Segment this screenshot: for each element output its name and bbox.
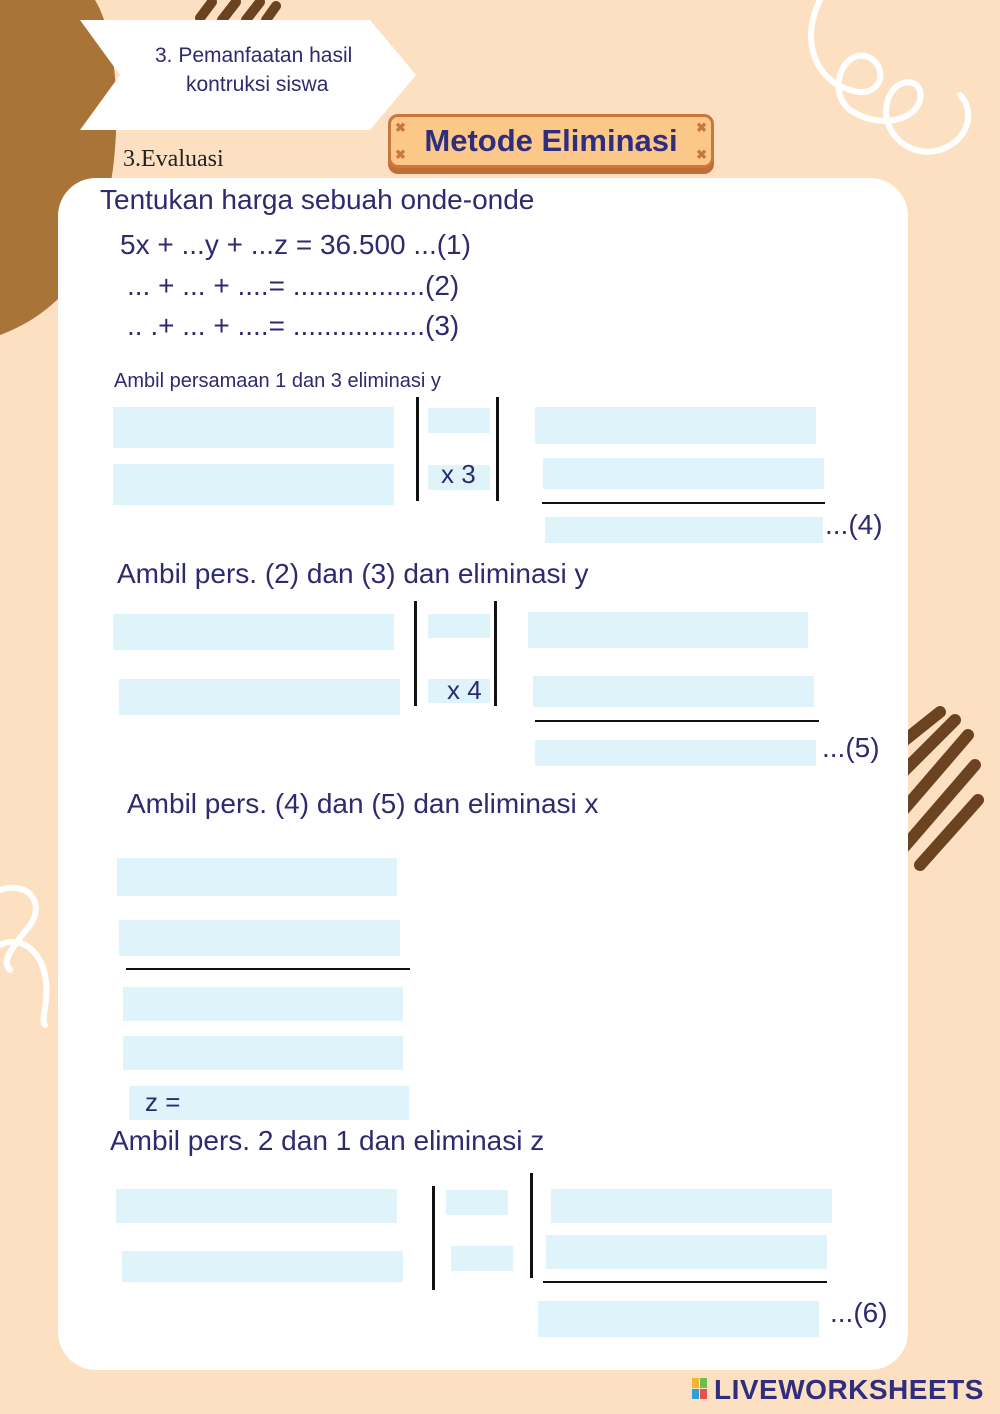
cross-icon: ✖ [395,147,406,162]
step3-eq-b-input[interactable] [119,920,400,956]
header-tag-line2: kontruksi siswa [186,73,329,96]
step4-result-input[interactable] [538,1301,819,1337]
step2-eq-b-input[interactable] [119,679,400,715]
step3-sum-line [126,968,410,970]
step3-result-a-input[interactable] [123,987,403,1021]
step2-eq-a-input[interactable] [113,614,394,650]
step2-sum-line [535,720,819,722]
step4-sum-line [543,1281,827,1283]
step2-result-label: ...(5) [822,732,880,763]
step1-sum-line [542,502,825,504]
step3-result-b-input[interactable] [123,1036,403,1070]
step4-eq-a-input[interactable] [116,1189,397,1223]
equation-1: 5x + ...y + ...z = 36.500 ...(1) [120,229,471,260]
step2-result-input[interactable] [535,740,816,766]
cross-icon: ✖ [696,120,707,135]
step4-result-b-input[interactable] [546,1235,827,1269]
title-badge [388,114,714,168]
step1-bracket-right [496,397,499,501]
step4-multiplier-top-input[interactable] [446,1190,508,1215]
step2-result-a-input[interactable] [528,612,808,648]
step2-result-b-input[interactable] [533,676,814,707]
step2-instruction: Ambil pers. (2) dan (3) dan eliminasi y [117,558,589,589]
step1-eq-a-input[interactable] [113,407,394,448]
step1-result-input[interactable] [545,517,823,543]
step1-instruction: Ambil persamaan 1 dan 3 eliminasi y [114,370,441,392]
step1-result-label: ...(4) [825,509,883,540]
footer-brand: LIVEWORKSHEETS [714,1374,984,1405]
step2-multiplier-top-input[interactable] [428,614,490,638]
cross-icon: ✖ [696,147,707,162]
step2-bracket-left [414,601,417,706]
equation-2: ... + ... + ....= .................(2) [127,270,460,301]
page-title: Metode Eliminasi [424,123,678,158]
step1-bracket-left [416,397,419,501]
step4-eq-b-input[interactable] [122,1251,403,1282]
step1-multiplier-bottom: x 3 [441,459,476,489]
step4-multiplier-bottom-input[interactable] [451,1246,513,1271]
step1-result-a-input[interactable] [535,407,816,444]
equation-3: .. .+ ... + ....= .................(3) [127,310,460,341]
step4-result-a-input[interactable] [551,1189,832,1223]
cross-icon: ✖ [395,120,406,135]
liveworksheets-logo-icon [692,1378,708,1400]
step1-result-b-input[interactable] [543,458,824,489]
step3-instruction: Ambil pers. (4) dan (5) dan eliminasi x [127,788,599,819]
question-text: Tentukan harga sebuah onde-onde [100,184,535,215]
top-stripes-decoration [200,2,276,20]
step4-bracket-right [530,1173,533,1278]
step4-result-label: ...(6) [830,1297,888,1328]
swirl-decoration-left [0,888,46,1025]
step4-instruction: Ambil pers. 2 dan 1 dan eliminasi z [110,1125,545,1156]
evaluation-heading: 3.Evaluasi [123,146,224,172]
step2-multiplier-bottom: x 4 [447,675,482,705]
step4-bracket-left [432,1186,435,1290]
step1-multiplier-top-input[interactable] [428,408,490,433]
step3-z-label: z = [145,1087,181,1117]
step1-eq-b-input[interactable] [113,464,394,505]
swirl-decoration-top-right [811,0,968,152]
header-tag-line1: 3. Pemanfaatan hasil [155,44,353,67]
step2-bracket-right [494,601,497,706]
step3-eq-a-input[interactable] [117,858,397,896]
